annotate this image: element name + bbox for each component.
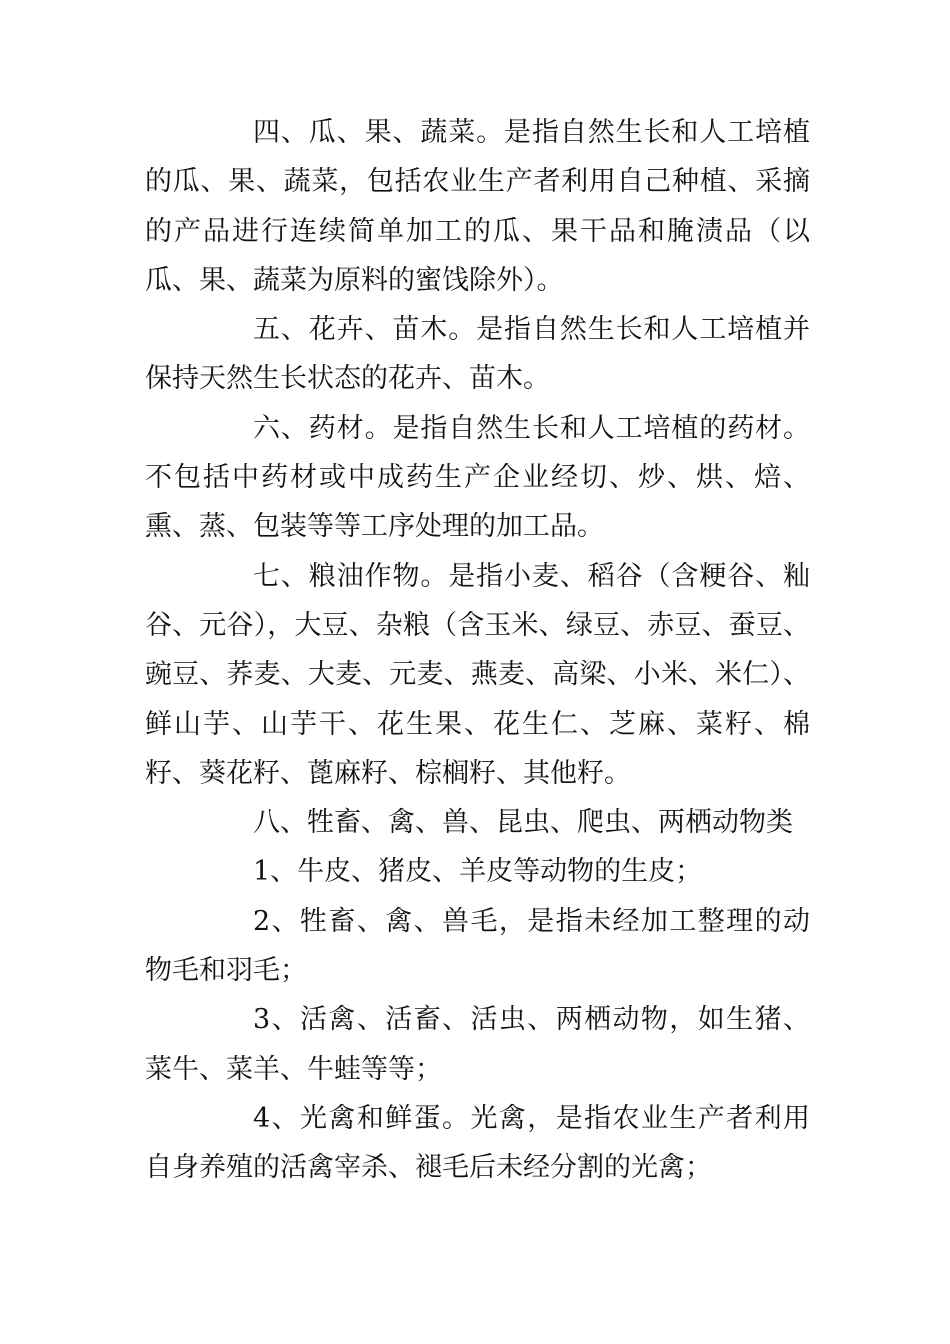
paragraph-melons-fruits-vegetables: 四、瓜、果、蔬菜。是指自然生长和人工培植的瓜、果、蔬菜，包括农业生产者利用自己种植、采摘的产品进行连续简单加工的瓜、果干品和腌渍品（以瓜、果、蔬菜为原料的蜜饯除外）。 <box>145 117 810 296</box>
paragraph-item-2-hair-feathers: 2、牲畜、禽、兽毛，是指未经加工整理的动物毛和羽毛； <box>145 905 810 987</box>
document-body <box>145 108 810 1193</box>
paragraph-item-3-live-animals: 3、活禽、活畜、活虫、两栖动物，如生猪、菜牛、菜羊、牛蛙等等； <box>145 1004 810 1085</box>
paragraph-medicinal-materials: 六、药材。是指自然生长和人工培植的药材。不包括中药材或中成药生产企业经切、炒、烘、焙、熏、蒸、包装等等工序处理的加工品。 <box>145 412 810 543</box>
paragraph-livestock-heading: 八、牲畜、禽、兽、昆虫、爬虫、两栖动物类 <box>253 807 793 839</box>
paragraph-item-4-poultry-eggs: 4、光禽和鲜蛋。光禽，是指农业生产者利用自身养殖的活禽宰杀、褪毛后未经分割的光禽； <box>145 1102 810 1184</box>
paragraph-grain-oil-crops: 七、粮油作物。是指小麦、稻谷（含粳谷、籼谷、元谷），大豆、杂粮（含玉米、绿豆、赤豆、蚕豆、豌豆、荞麦、大麦、元麦、燕麦、高梁、小米、米仁）、鲜山芋、山芋干、花生果、花生仁、芝麻、菜籽、棉籽、葵花籽、蓖麻籽、棕榈籽、其他籽。 <box>145 560 810 789</box>
paragraph-flowers-seedlings: 五、花卉、苗木。是指自然生长和人工培植并保持天然生长状态的花卉、苗木。 <box>145 314 810 395</box>
paragraph-item-1-raw-hides: 1、牛皮、猪皮、羊皮等动物的生皮； <box>253 856 703 888</box>
